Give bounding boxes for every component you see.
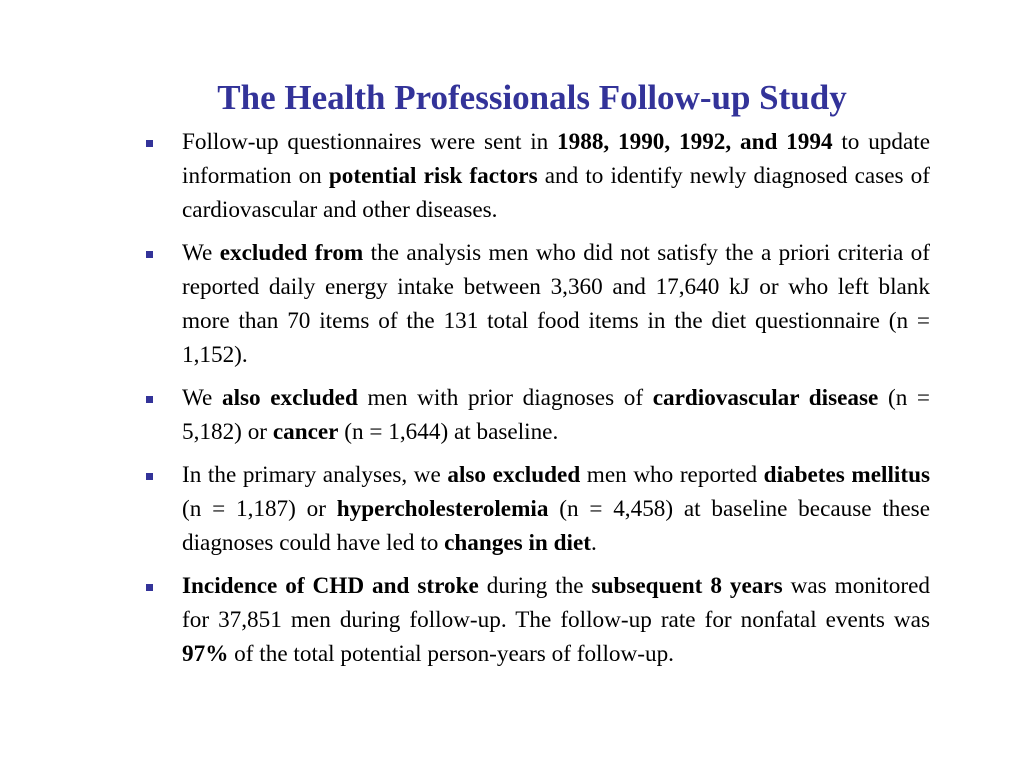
text-segment: In the primary analyses, we [182,462,448,488]
bullet-item [146,381,930,449]
bold-text-segment: Incidence of CHD and stroke [182,573,479,599]
text-segment: Follow-up questionnaires were sent in [182,129,558,155]
bold-text-segment: cardiovascular disease [652,385,879,411]
square-bullet-icon [146,584,153,591]
bold-text-segment: excluded from [219,240,364,266]
text-segment: (n = 4,458) at baseline because these diagnoses could have led to [182,496,930,556]
text-segment: We [182,385,222,411]
text-segment: during the [478,573,592,599]
bullet-item [146,569,930,671]
bullet-item [146,458,930,560]
text-segment: We [182,240,220,266]
bullet-item [146,236,930,372]
bold-text-segment: diabetes mellitus [763,462,930,488]
bullet-item [146,125,930,227]
bold-text-segment: potential risk factors [328,163,538,189]
bullet-text [182,573,930,667]
text-segment: (n = 1,187) or [182,496,337,522]
square-bullet-icon [146,473,153,480]
text-segment: men with prior diagnoses of [357,385,653,411]
text-segment: (n = 1,644) at baseline. [338,419,559,445]
text-segment: to update information on [182,129,931,189]
bullet-text [182,129,930,223]
bold-text-segment: 97% [182,641,229,667]
text-segment: . [590,530,597,556]
text-segment: was monitored for 37,851 men during follow-up. The follow-up rate for nonfatal events was [182,573,930,633]
bold-text-segment: 1988, 1990, 1992, and 1994 [557,129,833,155]
text-segment: (n = 5,182) or [182,385,930,445]
slide-title: The Health Professionals Follow-up Study [217,78,847,117]
bold-text-segment: also excluded [447,462,581,488]
square-bullet-icon [146,140,153,147]
square-bullet-icon [146,396,153,403]
bold-text-segment: also excluded [221,385,358,411]
bullet-text [182,240,930,368]
text-segment: men who reported [580,462,764,488]
bold-text-segment: changes in diet [444,530,591,556]
text-segment: the analysis men who did not satisfy the a priori criteria of reported daily energy intake between 3,360 and 17,640 kJ or who left blank more than 70 items of the 131 total food items in the diet questionnaire (n = 1,152). [182,240,930,368]
bold-text-segment: cancer [272,419,339,445]
bold-text-segment: hypercholesterolemia [336,496,549,522]
square-bullet-icon [146,251,153,258]
text-segment: of the total potential person-years of follow-up. [228,641,674,667]
bullet-text [182,385,930,445]
text-segment: and to identify newly diagnosed cases of cardiovascular and other diseases. [182,163,930,223]
bold-text-segment: subsequent 8 years [591,573,783,599]
bullet-list [146,125,930,680]
bullet-text [182,462,930,556]
